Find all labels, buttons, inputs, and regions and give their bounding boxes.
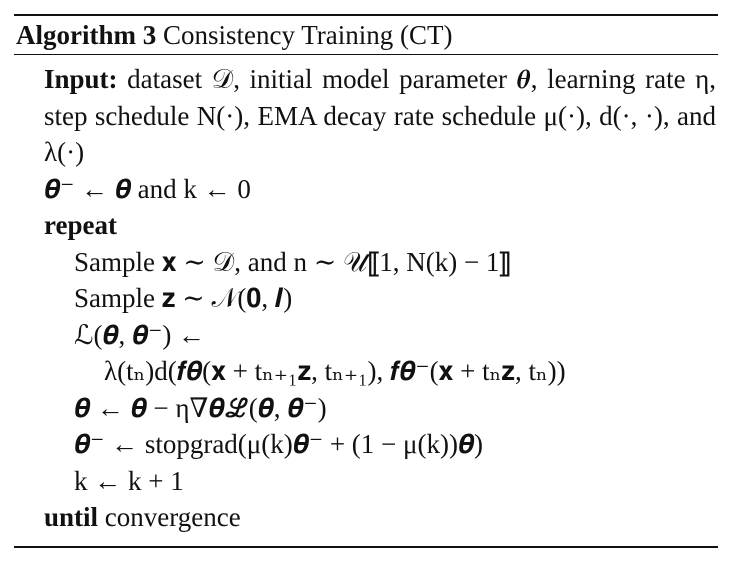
- input-line: [14, 61, 718, 171]
- init-line: 𝜽⁻ ← 𝜽 and k ← 0: [44, 173, 251, 204]
- bottom-rule: [14, 546, 718, 548]
- input-keyword: Input:: [44, 64, 118, 94]
- algorithm-block: [14, 14, 718, 548]
- k-increment-line: k ← k + 1: [74, 465, 184, 496]
- algorithm-caption: [14, 16, 718, 54]
- algorithm-label: Algorithm 3: [16, 20, 157, 50]
- sample-x-line: Sample 𝐱 ∼ 𝒟, and n ∼ 𝒰⟦1, N(k) − 1⟧: [74, 246, 512, 277]
- input-text: dataset 𝒟, initial model parameter 𝜽, learning rate η, step schedule N(·), EMA decay rate schedule μ(·), d(·, ·), and λ(·): [44, 64, 717, 167]
- gradient-step-line: 𝜽 ← 𝜽 − η∇𝜽ℒ(𝜽, 𝜽⁻): [74, 392, 327, 423]
- until-line: [14, 499, 718, 536]
- until-text: convergence: [104, 502, 241, 532]
- algorithm-body: [14, 55, 718, 546]
- loss-expression-line: λ(tₙ)d(𝒇𝜽(𝐱 + tₙ₊₁𝐳, tₙ₊₁), 𝒇𝜽⁻(𝐱 + tₙ𝐳, tₙ)): [104, 356, 566, 386]
- algorithm-title: Consistency Training (CT): [162, 20, 453, 50]
- loss-definition-line: ℒ(𝜽, 𝜽⁻) ←: [74, 319, 206, 350]
- repeat-keyword: repeat: [44, 210, 117, 240]
- ema-update-line: 𝜽⁻ ← stopgrad(μ(k)𝜽⁻ + (1 − μ(k))𝜽): [74, 429, 484, 459]
- sample-z-line: Sample 𝐳 ∼ 𝒩(𝟎, 𝑰): [74, 283, 293, 313]
- until-keyword: until: [44, 502, 99, 532]
